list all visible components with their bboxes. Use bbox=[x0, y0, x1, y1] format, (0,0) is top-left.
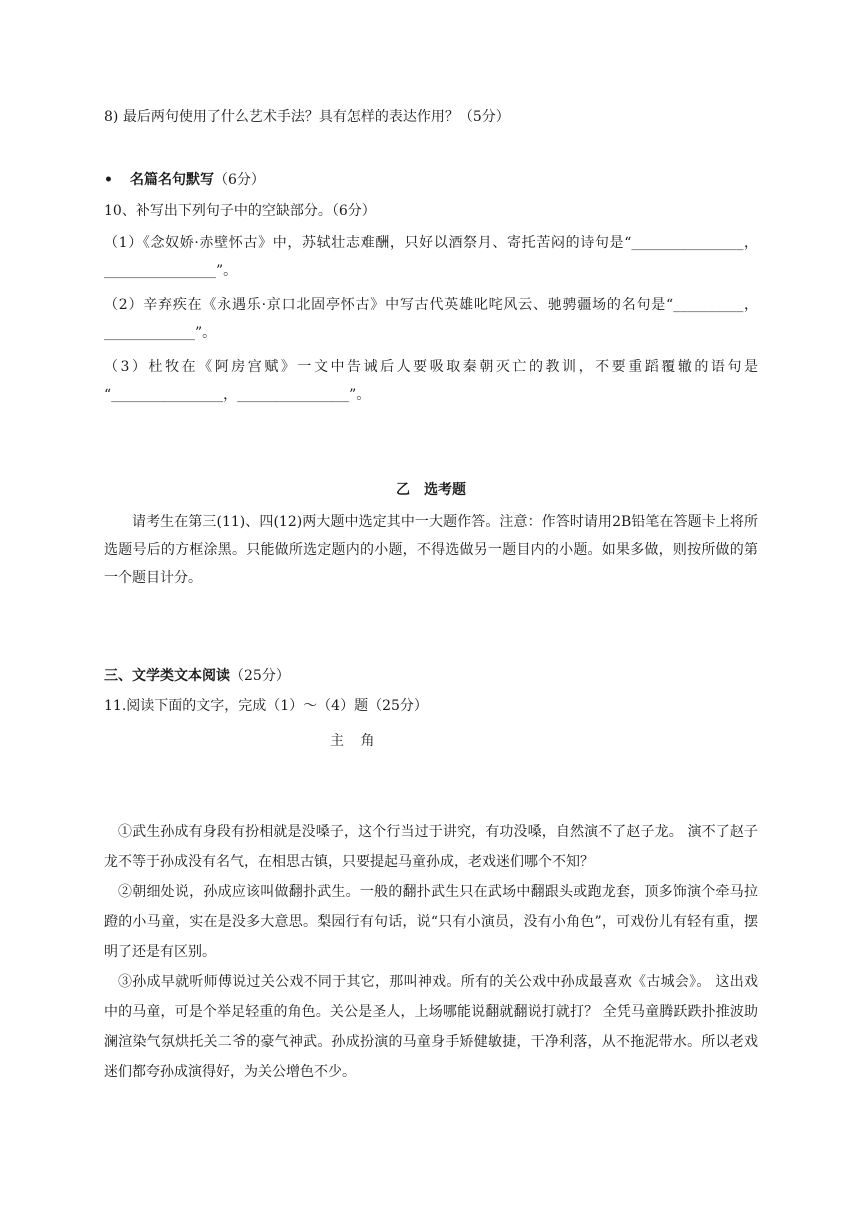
bullet-icon: • bbox=[104, 172, 113, 188]
story-body bbox=[104, 817, 758, 1087]
question-10-item-1: （1）《念奴娇·赤壁怀古》中，苏轼壮志难酬，只好以酒祭月、寄托苦闷的诗句是“________________，________________”。 bbox=[104, 235, 758, 279]
question-8: 8) 最后两句使用了什么艺术手法？具有怎样的表达作用？（5分） bbox=[104, 109, 510, 125]
question-10-stem: 10、补写出下列句子中的空缺部分。（6分） bbox=[104, 203, 376, 219]
story-paragraph-2: ②朝细处说，孙成应该叫做翻扑武生。一般的翻扑武生只在武场中翻跟头或跑龙套，顶多饰演个牵马拉蹬的小马童，实在是没多大意思。梨园行有句话，说“只有小演员，没有小角色”，可戏份儿有轻有重，摆明了还是有区别。 bbox=[104, 884, 758, 960]
part-yi-instructions: 请考生在第三(11)、四(12)两大题中选定其中一大题作答。注意：作答时请用2B铅笔在答题卡上将所选题号后的方框涂黑。只能做所选定题内的小题，不得选做另一题目内的小题。如果多做，则按所做的第一个题目计分。 bbox=[104, 514, 758, 586]
section-three-heading: 三、文学类文本阅读 bbox=[104, 668, 230, 684]
section-mingpian-heading: 名篇名句默写 bbox=[130, 172, 214, 188]
story-title: 主 角 bbox=[330, 733, 381, 749]
part-yi-title: 乙 选考题 bbox=[396, 482, 466, 498]
section-three-score: （25分） bbox=[230, 668, 290, 684]
question-11-stem: 11.阅读下面的文字，完成（1）～（4）题（25分） bbox=[104, 698, 428, 714]
story-paragraph-3: ③孙成早就听师傅说过关公戏不同于其它，那叫神戏。所有的关公戏中孙成最喜欢《古城会》。 这出戏中的马童，可是个举足轻重的角色。关公是圣人，上场哪能说翻就翻说打就打？ 全凭马童腾跃跌扑推波助澜渲染气氛烘托关二爷的豪气神武。孙成扮演的马童身手矫健敏捷，干净利落，从不拖泥带水。所以老戏迷们都夸孙成演得好，为关公增色不少。 bbox=[104, 974, 758, 1080]
section-mingpian-score: （6分） bbox=[214, 172, 265, 188]
question-10-item-3: （3）杜牧在《阿房宫赋》一文中告诫后人要吸取秦朝灭亡的教训，不要重蹈覆辙的语句是 “________________，________________”。 bbox=[104, 359, 758, 403]
section-three-heading-row bbox=[104, 662, 758, 690]
question-10-item-2: （2）辛弃疾在《永遇乐·京口北固亭怀古》中写古代英雄叱咤风云、驰骋疆场的名句是“__________，_____________”。 bbox=[104, 297, 758, 341]
section-mingpian-heading-row bbox=[104, 166, 265, 194]
story-paragraph-1: ①武生孙成有身段有扮相就是没嗓子，这个行当过于讲究，有功没嗓，自然演不了赵子龙。 演不了赵子龙不等于孙成没有名气，在相思古镇，只要提起马童孙成，老戏迷们哪个不知？ bbox=[104, 824, 758, 870]
